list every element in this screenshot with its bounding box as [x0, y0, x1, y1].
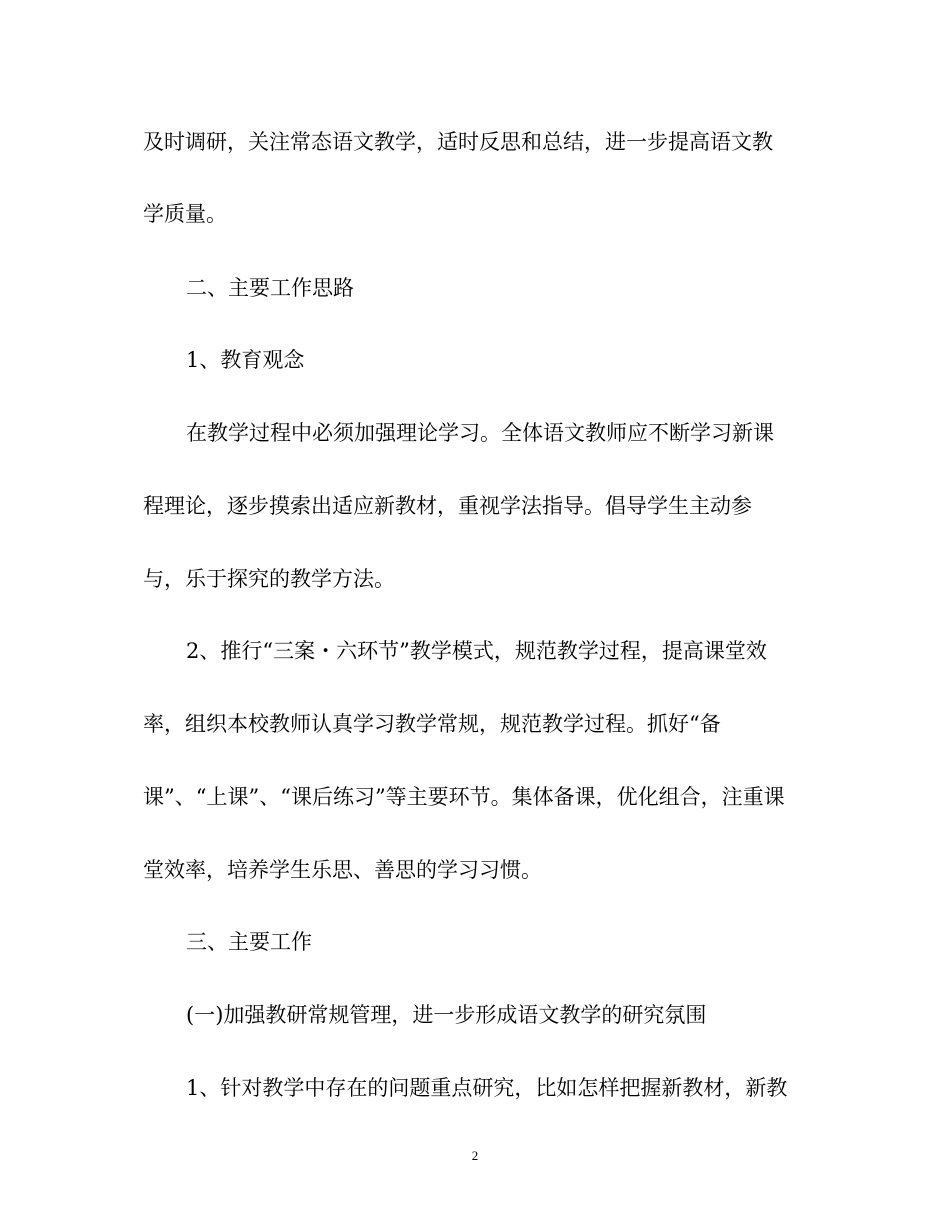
paragraph-line: 课”、“上课”、“课后练习”等主要环节。集体备课，优化组合，注重课 — [143, 785, 785, 809]
paragraph-line: 与，乐于探究的教学方法。 — [143, 567, 395, 591]
subsection-heading: (一)加强教研常规管理，进一步形成语文教学的研究氛围 — [186, 1003, 707, 1027]
subsection-heading: 1、教育观念 — [186, 348, 305, 372]
paragraph-line: 学质量。 — [143, 202, 227, 226]
paragraph-line: 堂效率，培养学生乐思、善思的学习习惯。 — [143, 858, 542, 882]
section-heading: 三、主要工作 — [186, 930, 312, 954]
paragraph-line: 1、针对教学中存在的问题重点研究，比如怎样把握新教材，新教 — [186, 1076, 788, 1100]
paragraph-line: 程理论，逐步摸索出适应新教材，重视学法指导。倡导学生主动参 — [143, 494, 752, 518]
paragraph-line: 2、推行“三案・六环节”教学模式，规范教学过程，提高课堂效 — [186, 639, 767, 663]
page-number: 2 — [471, 1148, 479, 1163]
paragraph-line: 在教学过程中必须加强理论学习。全体语文教师应不断学习新课 — [186, 421, 774, 445]
paragraph-line: 及时调研，关注常态语文教学，适时反思和总结，进一步提高语文教 — [143, 130, 773, 154]
section-heading: 二、主要工作思路 — [186, 276, 354, 300]
paragraph-line: 率，组织本校教师认真学习教学常规，规范教学过程。抓好“备 — [143, 712, 721, 736]
